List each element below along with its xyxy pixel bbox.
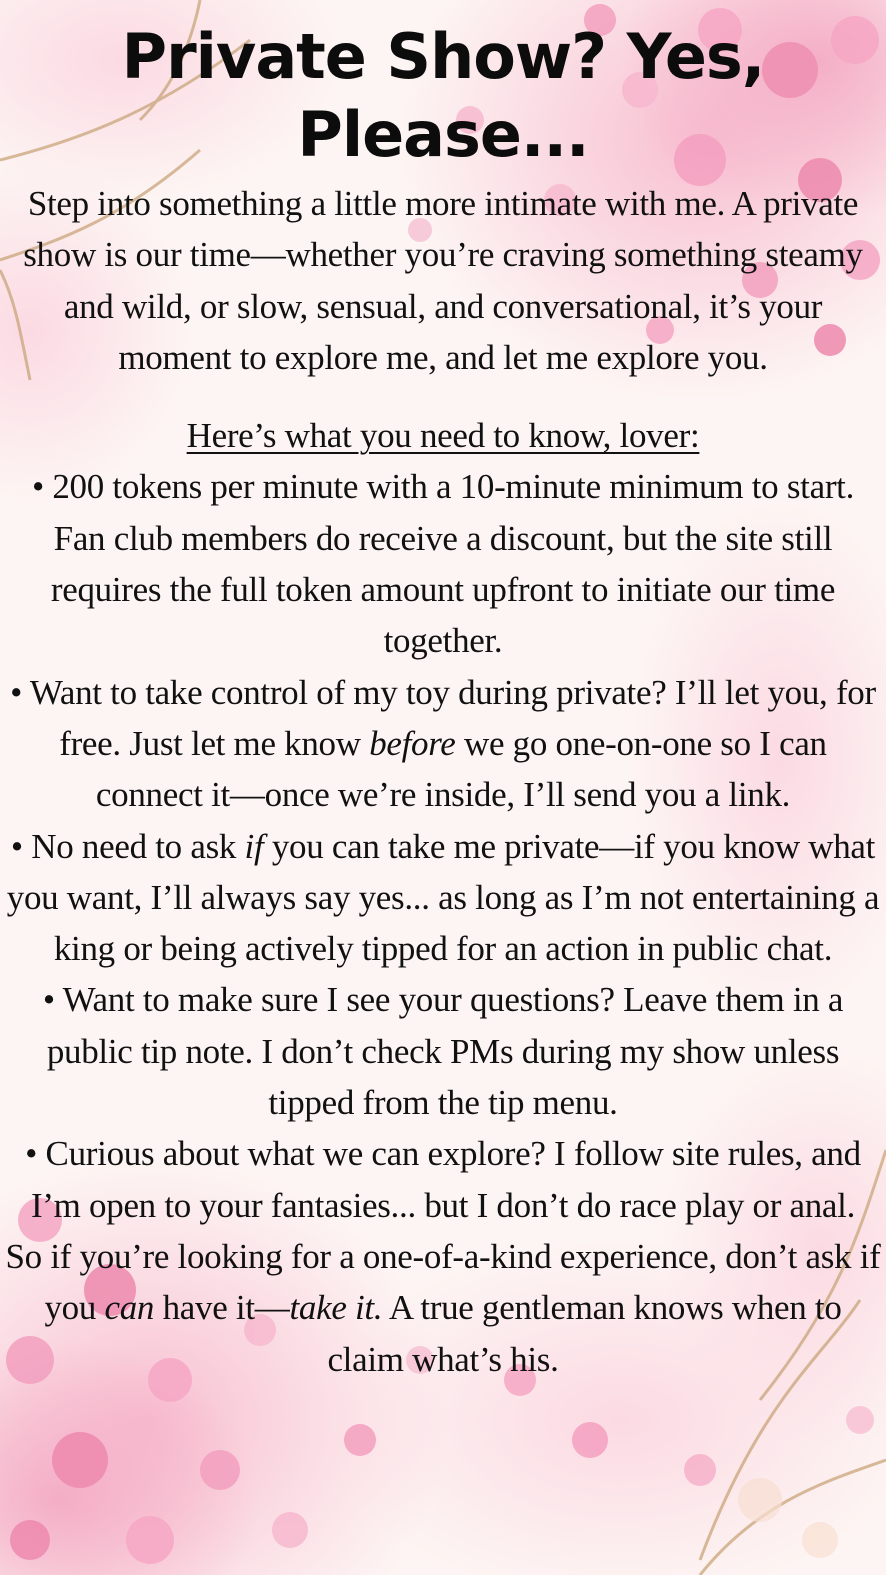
bullet-toy-text-1: • Want to take control of my toy during private? I’ll let you, for free. Just let me know bbox=[10, 672, 876, 763]
bullet-ask-emphasis: if bbox=[244, 826, 264, 866]
bullet-tokens: • 200 tokens per minute with a 10-minute minimum to start. Fan club members do receive a discount, but the site still requires the full token amount upfront to initiate our time together. bbox=[31, 467, 855, 661]
bullet-list bbox=[0, 461, 886, 1384]
closing-paragraph bbox=[4, 1231, 882, 1385]
bullet-toy-text-2: we go one-on-one so I can connect it—once we’re inside, I’ll send you a link. bbox=[95, 723, 827, 815]
closing-emphasis-can: can bbox=[104, 1288, 155, 1328]
closing-text-3: A true gentleman knows when to claim what’s his. bbox=[327, 1288, 842, 1379]
bullet-explore: • Curious about what we can explore? I follow site rules, and I’m open to your fantasies... but I don’t do race play or anal. bbox=[25, 1134, 861, 1225]
bullet-ask-private bbox=[4, 821, 882, 975]
intro-paragraph: Step into something a little more intimate with me. A private show is our time—whether you’re craving something steamy and wild, or slow, sensual, and conversational, it’s your moment to explore me, and let me explore you. bbox=[23, 184, 863, 377]
bullet-ask-text-2: you can take me private—if you know what you want, I’ll always say yes... as long as I’m not entertaining a king or being actively tipped for an action in public chat. bbox=[6, 826, 880, 969]
closing-text-1: So if you’re looking for a one-of-a-kind experience, don’t ask if you bbox=[5, 1236, 881, 1328]
closing-emphasis-take-it: take it. bbox=[289, 1288, 383, 1328]
page-title: Private Show? Yes, Please... bbox=[121, 20, 765, 171]
bullet-toy-emphasis: before bbox=[369, 723, 456, 763]
section-heading: Here’s what you need to know, lover: bbox=[186, 416, 700, 456]
closing-text-2: have it— bbox=[154, 1288, 290, 1328]
bullet-ask-text-1: • No need to ask bbox=[10, 826, 245, 866]
bullet-questions: • Want to make sure I see your questions? Leave them in a public tip note. I don’t check PMs during my show unless tipped from the tip menu. bbox=[42, 980, 844, 1123]
bullet-toy-control bbox=[4, 667, 882, 821]
